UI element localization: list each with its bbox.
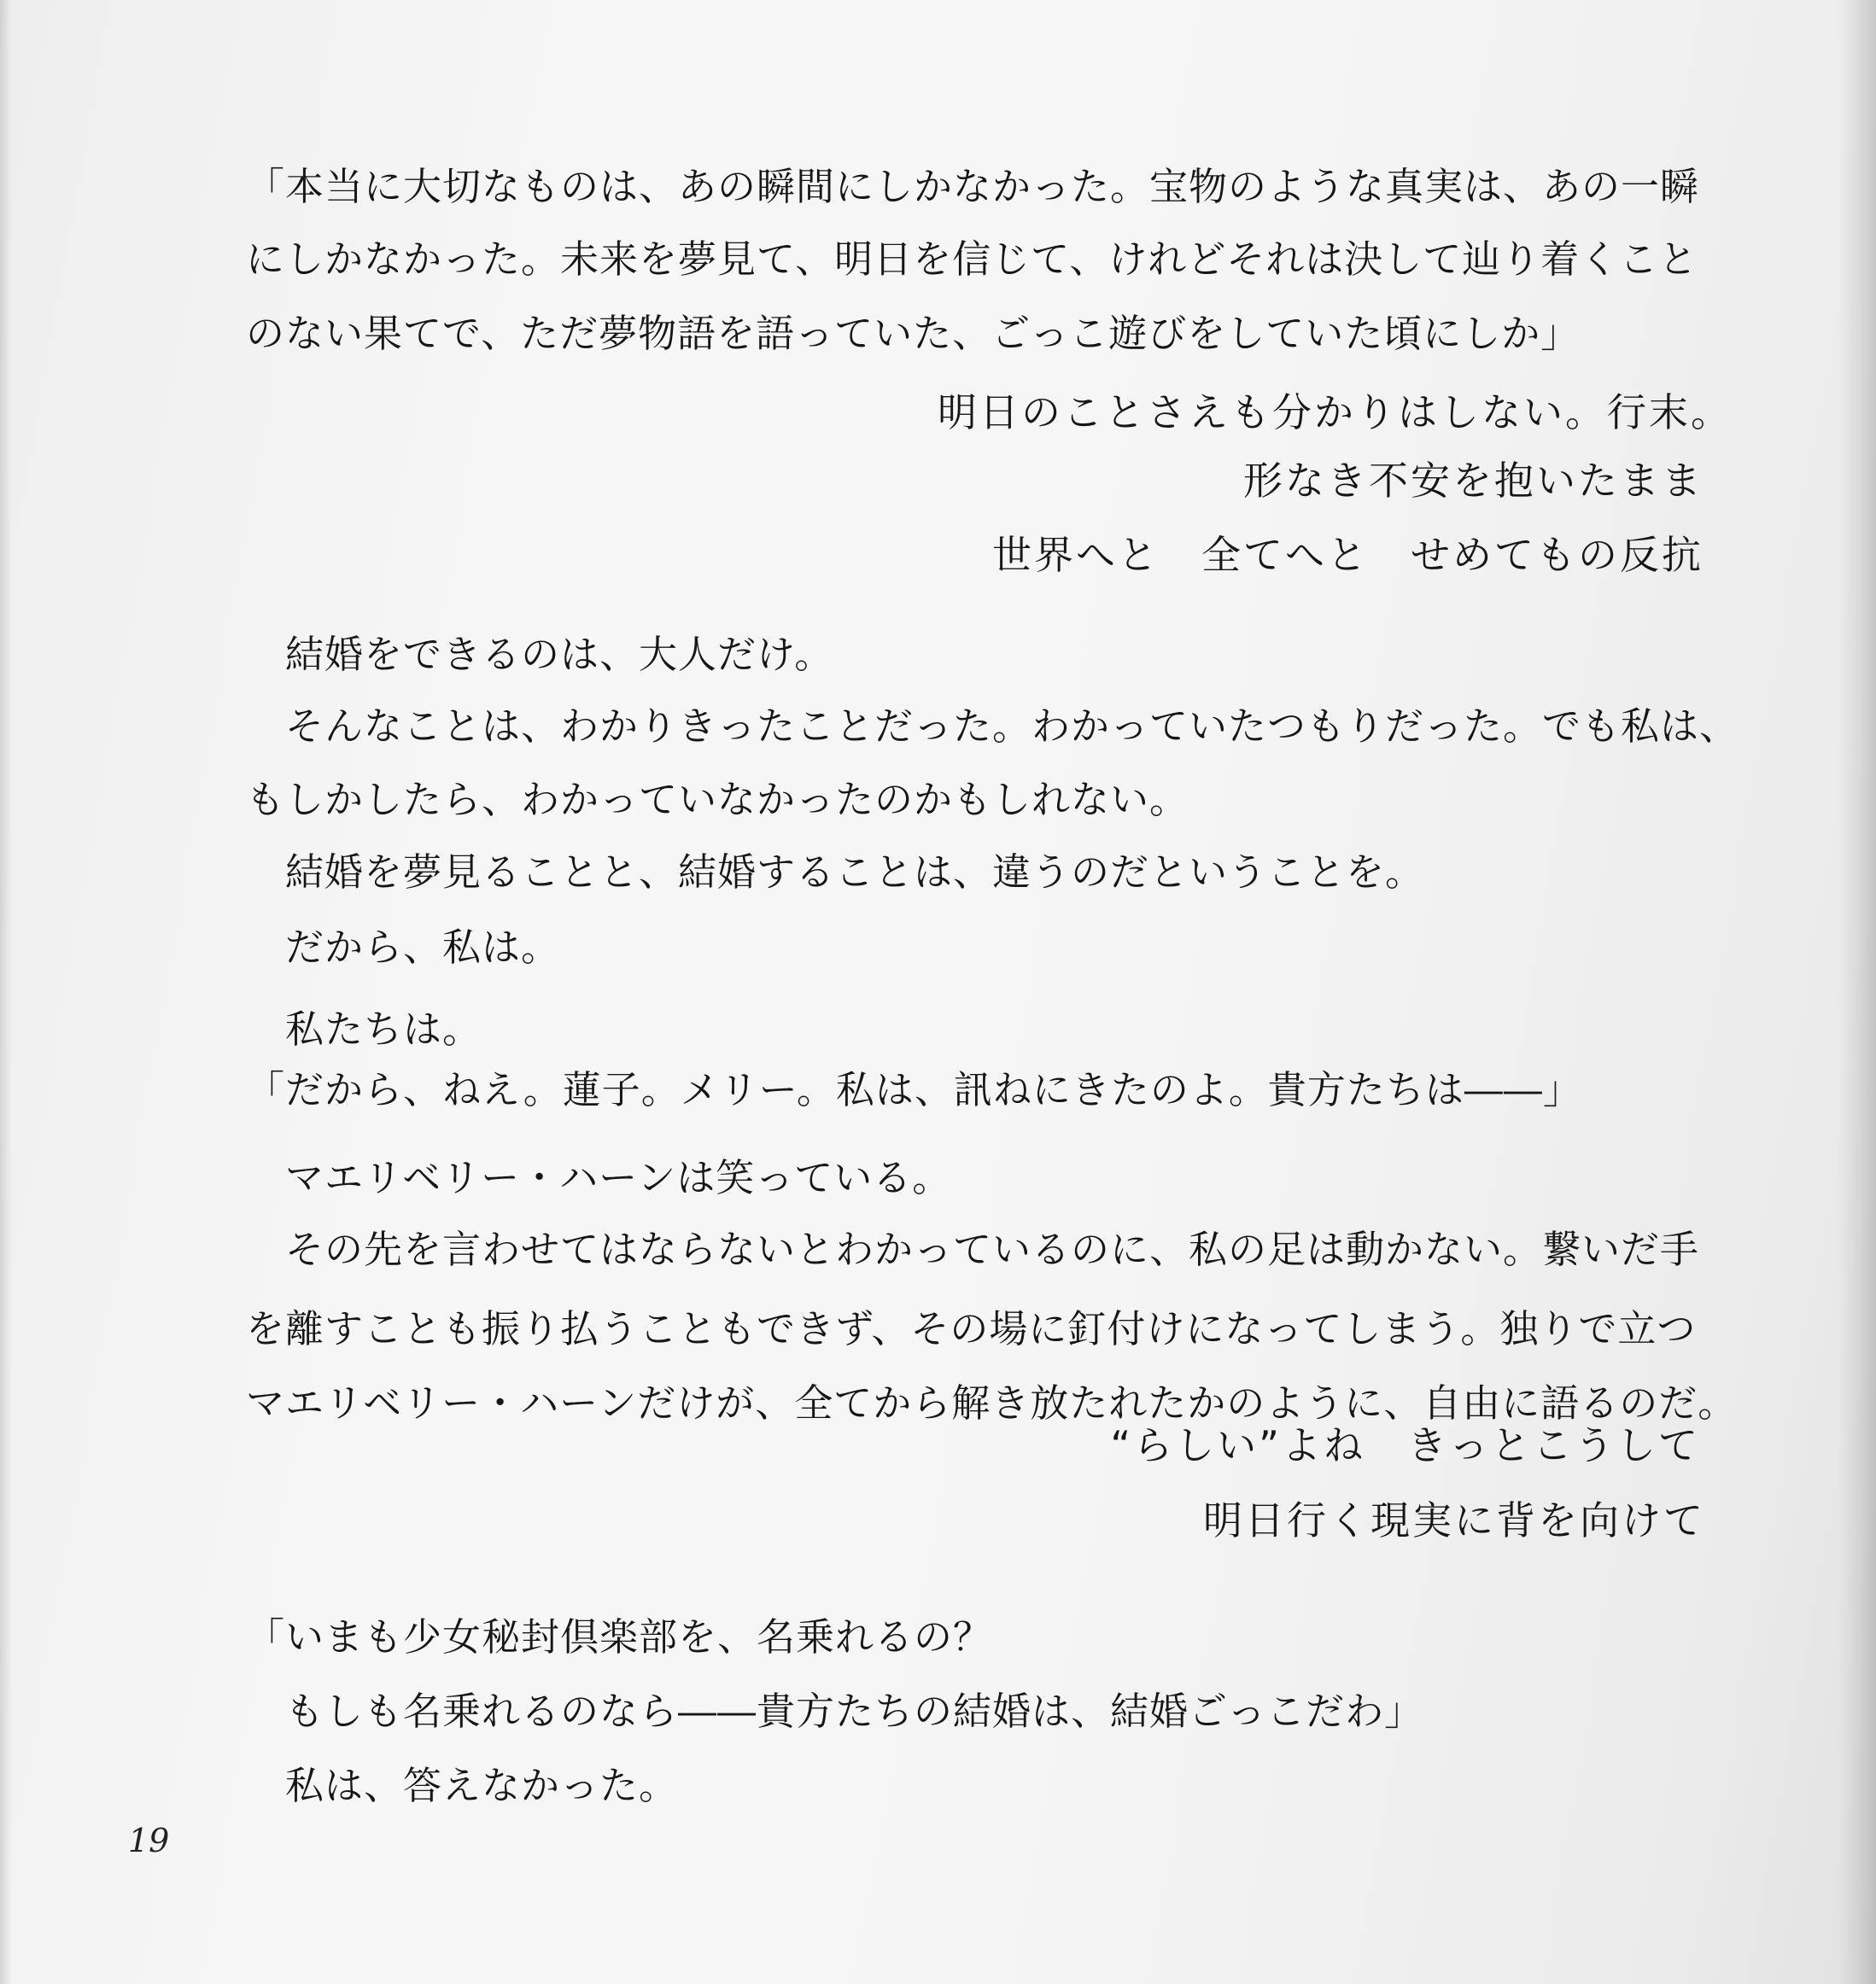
lyric-line-4: “らしい”よね きっとこうして [1110,1422,1700,1468]
text-line-11: だから、私は。 [246,925,561,970]
lyric-line-3: 世界へと 全てへと せめてもの反抗 [992,532,1704,578]
text-line-12: 私たちは。 [246,1007,482,1052]
text-line-14: マエリベリー・ハーンは笑っている。 [246,1155,952,1200]
text-line-20: 「いまも少女秘封倶楽部を、名乗れるの？ [246,1614,993,1660]
page-right-shadow [1838,0,1876,1984]
text-line-9: もしかしたら、わかっていなかったのかもしれない。 [246,777,1189,822]
lyric-line-5: 明日行く現実に背を向けて [1203,1497,1705,1543]
text-line-8: そんなことは、わかりきったことだった。わかっていたつもりだった。でも私は、 [246,703,1739,749]
page-number: 19 [128,1822,170,1859]
lyric-line-1: 明日のことさえも分かりはしない。行末。 [938,389,1733,435]
text-line-16: を離すことも振り払うこともできず、その場に釘付けになってしまう。独りで立つ [246,1306,1697,1351]
text-line-7: 結婚をできるのは、大人だけ。 [246,632,834,677]
text-line-1: 「本当に大切なものは、あの瞬間にしかなかった。宝物のような真実は、あの一瞬 [246,164,1700,209]
text-line-3: のない果てで、ただ夢物語を語っていた、ごっこ遊びをしていた頃にしか」 [246,311,1581,356]
text-line-21: もしも名乗れるのなら――貴方たちの結婚は、結婚ごっこだわ」 [246,1689,1424,1734]
text-line-15: その先を言わせてはならないとわかっているのに、私の足は動かない。繋いだ手 [246,1227,1700,1272]
text-line-22: 私は、答えなかった。 [246,1763,679,1808]
text-line-13: 「だから、ねえ。蓮子。メリー。私は、訊ねにきたのよ。貴方たちは――」 [246,1067,1582,1112]
page-left-shadow [0,0,12,1984]
text-line-2: にしかなかった。未来を夢見て、明日を信じて、けれどそれは決して辿り着くこと [246,236,1698,282]
text-line-10: 結婚を夢見ることと、結婚することは、違うのだということを。 [246,849,1425,895]
lyric-line-2: 形なき不安を抱いたまま [1243,458,1704,504]
text-line-17: マエリベリー・ハーンだけが、全てから解き放たれたかのように、自由に語るのだ。 [246,1380,1738,1426]
